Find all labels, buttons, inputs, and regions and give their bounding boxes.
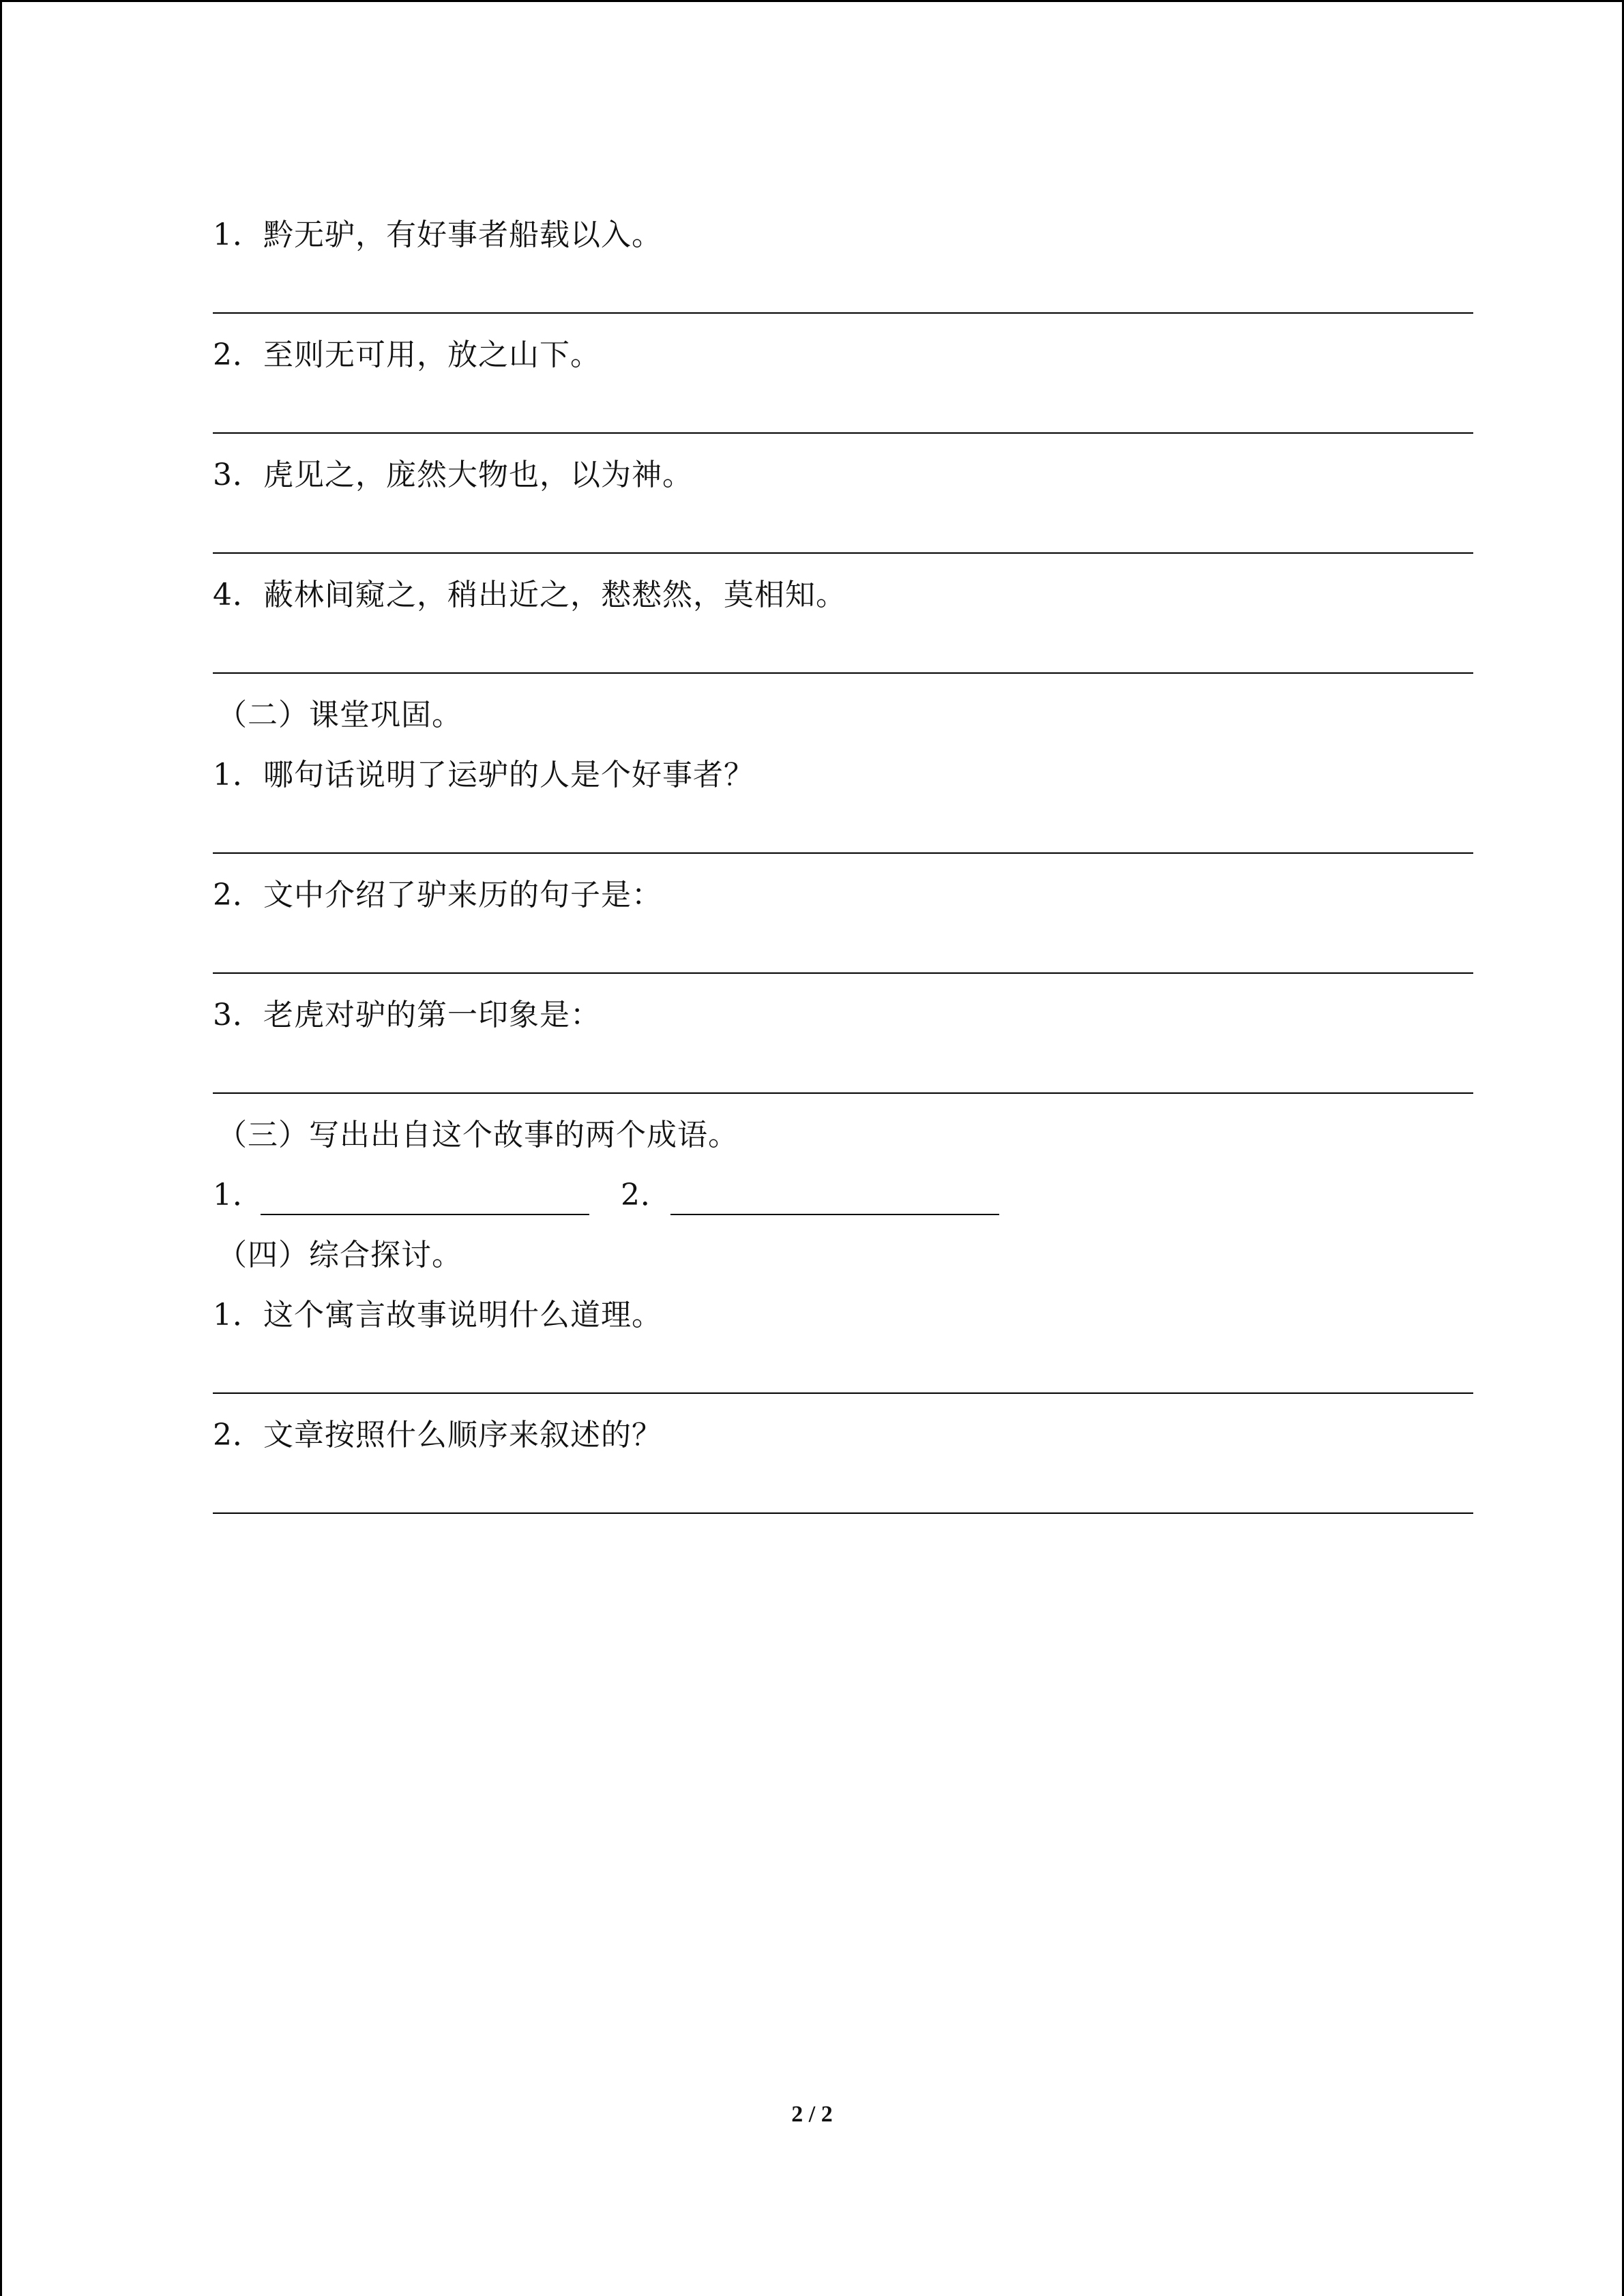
section-3-heading: （三）写出出自这个故事的两个成语。 — [217, 1118, 739, 1152]
page-number: 2 / 2 — [791, 2102, 833, 2127]
section-2-heading: （二）课堂巩固。 — [217, 698, 462, 732]
section-4-answer-line-2[interactable] — [213, 1512, 1473, 1514]
section-2-question-3: 3．老虎对驴的第一印象是： — [213, 998, 601, 1032]
answer-line-1[interactable] — [213, 312, 1473, 314]
section-2-question-1: 1．哪句话说明了运驴的人是个好事者？ — [213, 758, 754, 792]
idiom-blank-2[interactable] — [670, 1214, 999, 1215]
question-3-text: 3．虎见之，庞然大物也，以为神。 — [213, 458, 693, 492]
idiom-blank-2-label: 2． — [621, 1178, 671, 1212]
question-4-text: 4．蔽林间窥之，稍出近之，慭慭然，莫相知。 — [213, 578, 846, 612]
section-4-question-1: 1．这个寓言故事说明什么道理。 — [213, 1298, 662, 1332]
section-4-heading: （四）综合探讨。 — [217, 1238, 462, 1272]
section-4-question-2: 2．文章按照什么顺序来叙述的？ — [213, 1418, 662, 1452]
answer-line-3[interactable] — [213, 552, 1473, 554]
section-2-answer-line-2[interactable] — [213, 972, 1473, 974]
idiom-blank-1[interactable] — [261, 1214, 589, 1215]
section-2-answer-line-3[interactable] — [213, 1092, 1473, 1094]
answer-line-4[interactable] — [213, 672, 1473, 674]
section-2-question-2: 2．文中介绍了驴来历的句子是： — [213, 878, 662, 912]
answer-line-2[interactable] — [213, 432, 1473, 434]
section-4-answer-line-1[interactable] — [213, 1392, 1473, 1394]
idiom-blank-1-label: 1． — [213, 1178, 263, 1212]
question-2-text: 2．至则无可用，放之山下。 — [213, 338, 601, 372]
section-2-answer-line-1[interactable] — [213, 852, 1473, 854]
question-1-text: 1．黔无驴，有好事者船载以入。 — [213, 218, 662, 252]
